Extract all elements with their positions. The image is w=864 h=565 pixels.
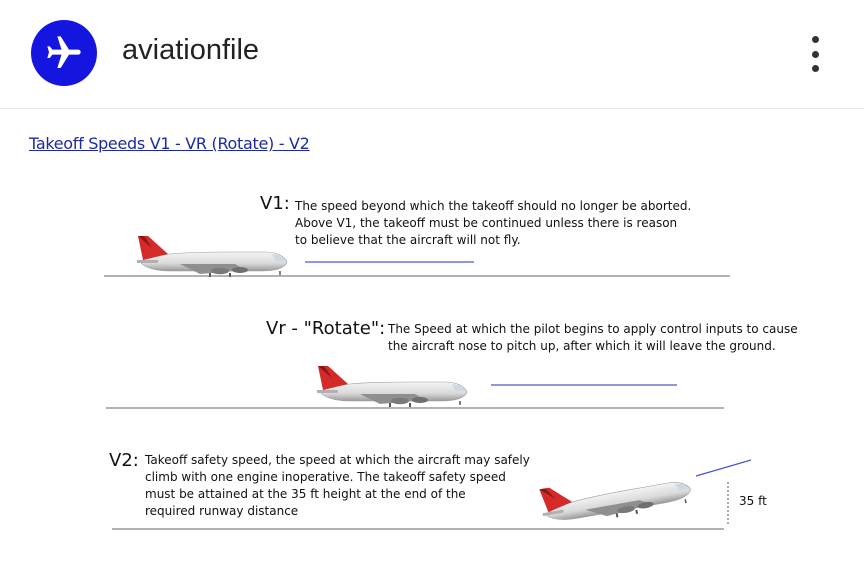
post-header [0,0,864,109]
airplane-icon [44,33,84,73]
v2-label: V2: [109,450,139,471]
aircraft-vr [317,366,467,407]
vr-description: The Speed at which the pilot begins to apply control inputs to cause the aircraft nose to pitch up, after which it will leave the ground. [388,322,798,353]
account-avatar[interactable] [31,20,97,86]
title-link[interactable]: Takeoff Speeds V1 - VR (Rotate) - V2 [29,134,310,153]
v2-description: Takeoff safety speed, the speed at which the aircraft may safely climb with one engine inoperative. The takeoff safety speed must be attained at the 35 ft height at the end of the required runway distance [145,453,530,518]
account-name[interactable]: aviationfile [122,34,260,66]
aircraft-v2 [538,464,693,530]
aircraft-v1 [137,236,287,277]
more-options-button[interactable] [800,34,830,74]
vr-label: Vr - "Rotate": [266,318,386,339]
v1-label: V1: [260,193,290,214]
height-label: 35 ft [739,494,767,508]
v1-description: The speed beyond which the takeoff should no longer be aborted. Above V1, the takeoff must be continued unless there is reason to believe that the aircraft will not fly. [295,199,692,247]
climb-line-v2 [696,460,751,476]
more-vertical-icon [812,36,819,43]
post-image [0,109,864,565]
